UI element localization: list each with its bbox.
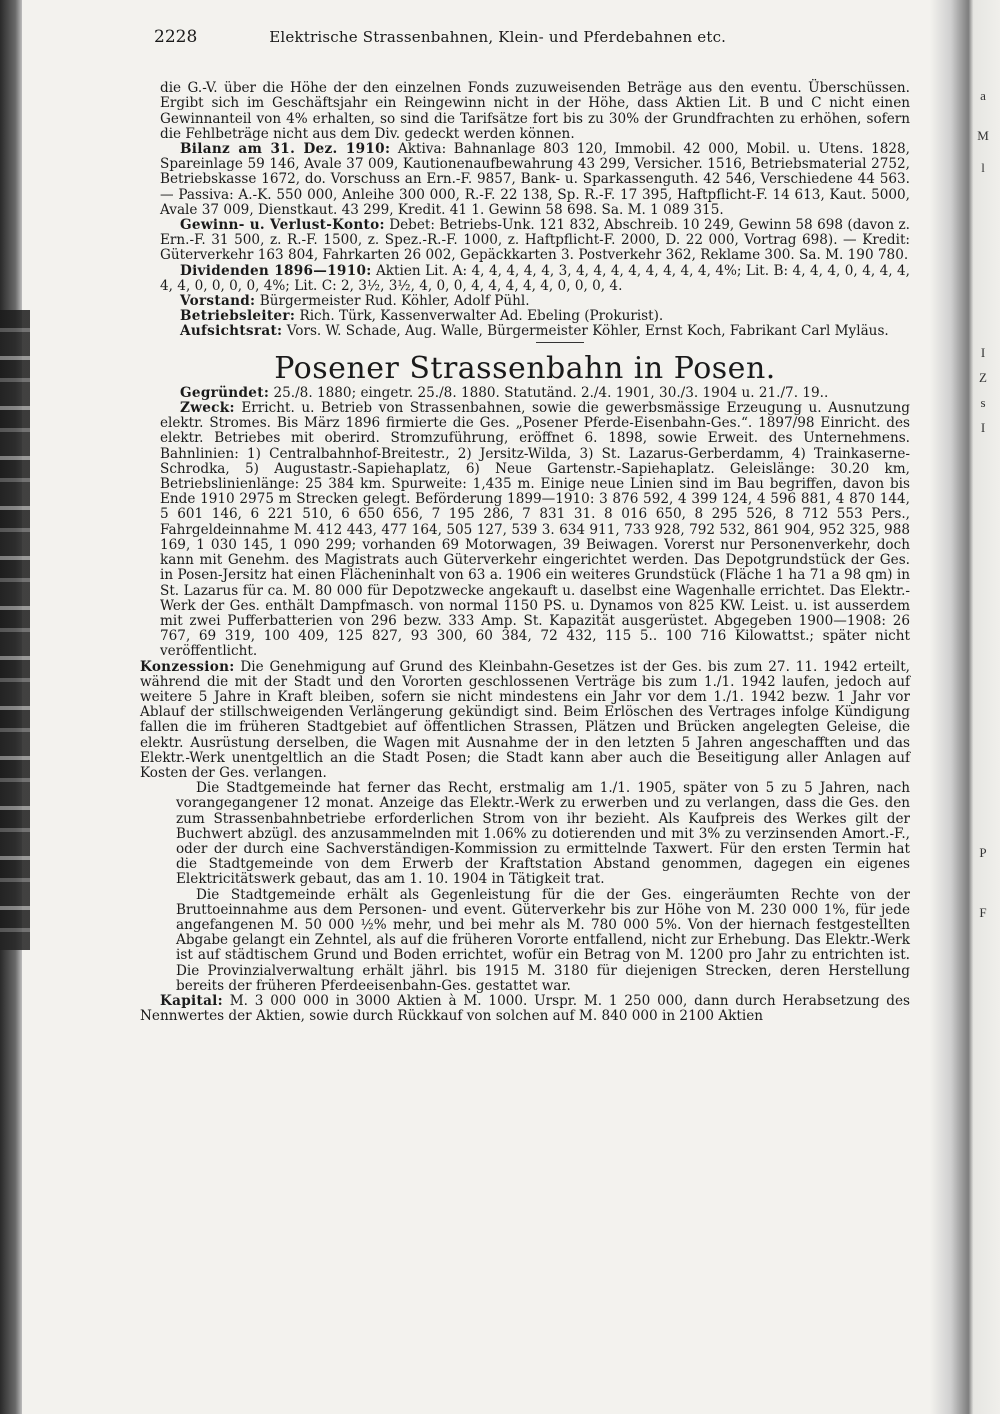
- dividenden-label: Dividenden 1896—1910:: [180, 262, 372, 279]
- konzession-label: Konzession:: [140, 658, 235, 675]
- bilanz-label: Bilanz am 31. Dez. 1910:: [180, 141, 391, 158]
- page-number: 2228: [154, 27, 198, 47]
- guv-text: Debet: Betriebs-Unk. 121 832, Abschreib. 10 249, Gewinn 58 698 (davon z. Ern.-F. 31 500, z. R.-F. 1500, z. Spez.-R.-F. 1000, z. Haftpflicht-F. 2000, D. 22 000, Vortrag 698). — Kredit: Güterverkehr 163 804, Fahrkarten 26 002, Gepäckkarten 3. Postverkehr 362, Reklame 300. Sa. M. 190 780.: [160, 217, 910, 264]
- intro-paragraph: die G.-V. über die Höhe der den einzelnen Fonds zuzuweisenden Beträge aus den eventu. Überschüssen. Ergibt sich im Geschäftsjahr ein Reingewinn nicht in der Höhe, dass Aktien Lit. B und C nicht einen Gewinnanteil von 4% erhalten, so sind die Tarifsätze fort bis zu 30% der Grundfrachten zu erhöhen, sofern die Fehlbeträge nicht aus dem Div. gedeckt werden können.: [160, 80, 910, 142]
- konzession-text: Die Genehmigung auf Grund des Kleinbahn-Gesetzes ist der Ges. bis zum 27. 11. 1942 erteilt, während die mit der Stadt und den Vororten geschlossenen Verträge bis zum 1./1. 1942 laufen, jedoch auf weitere 5 Jahre in Kraft bleiben, sofern sie nicht mindestens ein Jahr vor dem 1./1. 1942 bezw. 1 Jahr vor Ablauf der stillschweigenden Verlängerung gekündigt sind. Beim Erlöschen des Vertrages infolge Kündigung fallen die im früheren Stadtgebiet auf öffentlichen Strassen, Plätzen und Brücken angelegten Geleise, die elektr. Ausrüstung derselben, die Wagen mit Ausnahme der in den letzten 5 Jahren angeschafften und das Elektr.-Werk unentgeltlich an die Stadt Posen; die Stadt kann aber auch die Beseitigung aller Anlagen auf Kosten der Ges. verlangen.: [140, 658, 910, 781]
- document-page: [140, 27, 910, 1025]
- posener-section: [160, 386, 910, 660]
- page-gutter-shadow: [930, 0, 1000, 1414]
- konzession-continuation: [140, 781, 910, 994]
- section-divider: [536, 342, 584, 343]
- gegruendet-label: Gegründet:: [180, 384, 270, 401]
- vorstand-text: Bürgermeister Rud. Köhler, Adolf Pühl.: [259, 293, 530, 310]
- kapital-label: Kapital:: [160, 992, 223, 1009]
- konzession-paragraph-2: Die Stadtgemeinde hat ferner das Recht, erstmalig am 1./1. 1905, später von 5 zu 5 Jahren, nach vorangegangener 12 monat. Anzeige das Elektr.-Werk zu erwerben und zu verlangen, dass die Ges. den zum Strassenbahnbetriebe erforderlichen Strom von ihr bezieht. Als Kaufpreis des Werkes gilt der Buchwert abzügl. des anzusammelnden mit 1.06% zu dotierenden und mit 3% zu verzinsenden Amort.-F., oder der durch eine Sachverständigen-Kommission zu ermittelnde Taxwert. Für den ersten Termin hat die Stadtgemeinde von dem Erwerb der Kraftstation Abstand genommen, dagegen ein eigenes Elektricitätswerk gebaut, das am 1. 10. 1904 in Tätigkeit trat.: [176, 780, 910, 888]
- gegruendet-entry: [160, 386, 910, 401]
- margin-letter: l: [981, 160, 985, 175]
- konzession-section: [140, 660, 910, 1025]
- dividenden-text: Aktien Lit. A: 4, 4, 4, 4, 4, 3, 4, 4, 4, 4, 4, 4, 4, 4, 4%; Lit. B: 4, 4, 4, 0, 4, 4, 4, 4, 4, 0, 0, 0, 0, 4%; Lit. C: 2, 3½, 3½, 4, 0, 0, 4, 4, 4, 4, 4, 0, 0, 0, 4.: [160, 262, 910, 294]
- vorstand-label: Vorstand:: [180, 293, 256, 310]
- guv-label: Gewinn- u. Verlust-Konto:: [180, 217, 385, 234]
- margin-letter: a: [980, 88, 986, 103]
- zweck-entry: [160, 401, 910, 659]
- previous-company-section: [160, 81, 910, 342]
- section-title: Posener Strassenbahn in Posen.: [274, 350, 776, 386]
- aufsichtsrat-label: Aufsichtsrat:: [180, 323, 283, 340]
- betriebsleiter-label: Betriebsleiter:: [180, 308, 296, 325]
- page-header: [140, 27, 910, 47]
- margin-letter: s: [980, 395, 986, 410]
- margin-letter: F: [979, 905, 987, 920]
- zweck-label: Zweck:: [180, 400, 235, 417]
- betriebsleiter-text: Rich. Türk, Kassenverwalter Ad. Ebeling (Prokurist).: [299, 308, 664, 325]
- kapital-text: M. 3 000 000 in 3000 Aktien à M. 1000. Urspr. M. 1 250 000, dann durch Herabsetzung des Nennwertes der Aktien, sowie durch Rückkauf von solchen auf M. 840 000 in 2100 Aktien: [140, 992, 910, 1025]
- aufsichtsrat-entry: [160, 324, 910, 339]
- margin-letter: I: [980, 345, 986, 360]
- gegruendet-text: 25./8. 1880; eingetr. 25./8. 1880. Statutänd. 2./4. 1901, 30./3. 1904 u. 21./7. 19..: [273, 384, 829, 401]
- running-title: Elektrische Strassenbahnen, Klein- und Pferdebahnen etc.: [269, 28, 727, 46]
- konzession-paragraph-3: Die Stadtgemeinde erhält als Gegenleistung für die der Ges. eingeräumten Rechte von der Bruttoeinnahme aus dem Personen- und event. Güterverkehr bis zur Höhe von M. 230 000 1%, für jede angefangenen M. 50 000 ½% mehr, und bei mehr als M. 780 000 5%. Von der hiernach festgestellten Abgabe gelangt ein Zehntel, als auf die früheren Vororte entfallend, nicht zur Erhebung. Das Elektr.-Werk ist auf städtischem Grund und Boden errichtet, wofür ein Betrag von M. 1200 pro Jahr zu entrichten ist. Die Provinzialverwaltung erhält jährl. bis 1915 M. 3180 für diejenigen Strecken, deren Herstellung bereits der früheren Pferdeeisenbahn-Ges. gestattet war.: [176, 886, 910, 994]
- margin-letter: I: [980, 420, 986, 435]
- margin-letter: Z: [979, 370, 987, 385]
- vorstand-entry: [160, 294, 910, 309]
- aufsichtsrat-text: Vors. W. Schade, Aug. Walle, Bürgermeister Köhler, Ernst Koch, Fabrikant Carl Myläus.: [286, 323, 889, 340]
- konzession-entry: [140, 660, 910, 782]
- bilanz-text: Aktiva: Bahnanlage 803 120, Immobil. 42 000, Mobil. u. Utens. 1828, Spareinlage 59 146, Avale 37 009, Kautionenaufbewahrung 43 299, Versicher. 1516, Betriebsmaterial 2752, Betriebskasse 1672, do. Vorschuss an Ern.-F. 9857, Bank- u. Sparkassenguth. 42 546, Verschiedene 44 563. — Passiva: A.-K. 550 000, Anleihe 300 000, R.-F. 22 138, Sp. R.-F. 17 395, Haftpflicht-F. 14 613, Kaut. 5000, Avale 37 009, Dienstkaut. 43 299, Kredit. 41 1. Gewinn 58 698. Sa. M. 1 089 315.: [160, 141, 910, 218]
- spine-edge: [0, 310, 30, 950]
- margin-letter: M: [977, 128, 989, 143]
- guv-entry: [160, 218, 910, 264]
- betriebsleiter-entry: [160, 309, 910, 324]
- bilanz-entry: [160, 142, 910, 218]
- dividenden-entry: [160, 264, 910, 294]
- zweck-text: Erricht. u. Betrieb von Strassenbahnen, sowie die gewerbsmässige Erzeugung u. Ausnutzung elektr. Stromes. Bis März 1896 firmierte die Ges. „Posener Pferde-Eisenbahn-Ges.“. 1897/98 Einricht. des elektr. Betriebes mit oberird. Stromzuführung, eröffnet 6. 1898, sowie Erweit. des Unternehmens. Bahnlinien: 1) Centralbahnhof-Breitestr., 2) Jersitz-Wilda, 3) St. Lazarus-Gerberdamm, 4) Trainkaserne-Schrodka, 5) Augustastr.-Sapiehaplatz, 6) Neue Gartenstr.-Sapiehaplatz. Geleislänge: 30.20 km, Betriebslinienlänge: 25 384 km. Spurweite: 1,435 m. Einige neue Linien sind im Bau begriffen, davon bis Ende 1910 2975 m Strecken gelegt. Beförderung 1899—1910: 3 876 592, 4 399 124, 4 596 881, 4 870 144, 5 601 146, 6 221 510, 6 650 656, 7 195 286, 7 831 31. 8 016 650, 8 295 526, 8 712 553 Pers., Fahrgeldeinnahme M. 412 443, 477 164, 505 127, 539 3. 634 911, 733 928, 792 532, 861 904, 952 325, 988 169, 1 030 145, 1 090 299; vorhanden 69 Motorwagen, 39 Beiwagen. Vorerst nur Personenverkehr, doch kann mit Genehm. des Magistrats auch Güterverkehr eingerichtet werden. Das Depotgrundstück der Ges. in Posen-Jersitz hat einen Flächeninhalt von 63 a. 1906 ein weiteres Grundstück (Fläche 1 ha 71 a 98 qm) in St. Lazarus für ca. M. 80 000 für Depotzwecke angekauft u. daselbst eine Wagenhalle errichtet. Das Elektr.-Werk der Ges. enthält Dampfmasch. von normal 1150 PS. u. Dynamos von 825 KW. Leist. u. ist ausserdem mit zwei Pufferbatterien von 296 bezw. 333 Amp. St. Kapazität ausgerüstet. Abgegeben 1900—1908: 26 767, 69 319, 100 409, 125 827, 93 300, 60 384, 72 432, 115 5.. 100 716 Kilowattst.; später nicht veröffentlicht.: [160, 400, 910, 660]
- kapital-entry: [140, 994, 910, 1024]
- margin-letter: P: [979, 845, 987, 860]
